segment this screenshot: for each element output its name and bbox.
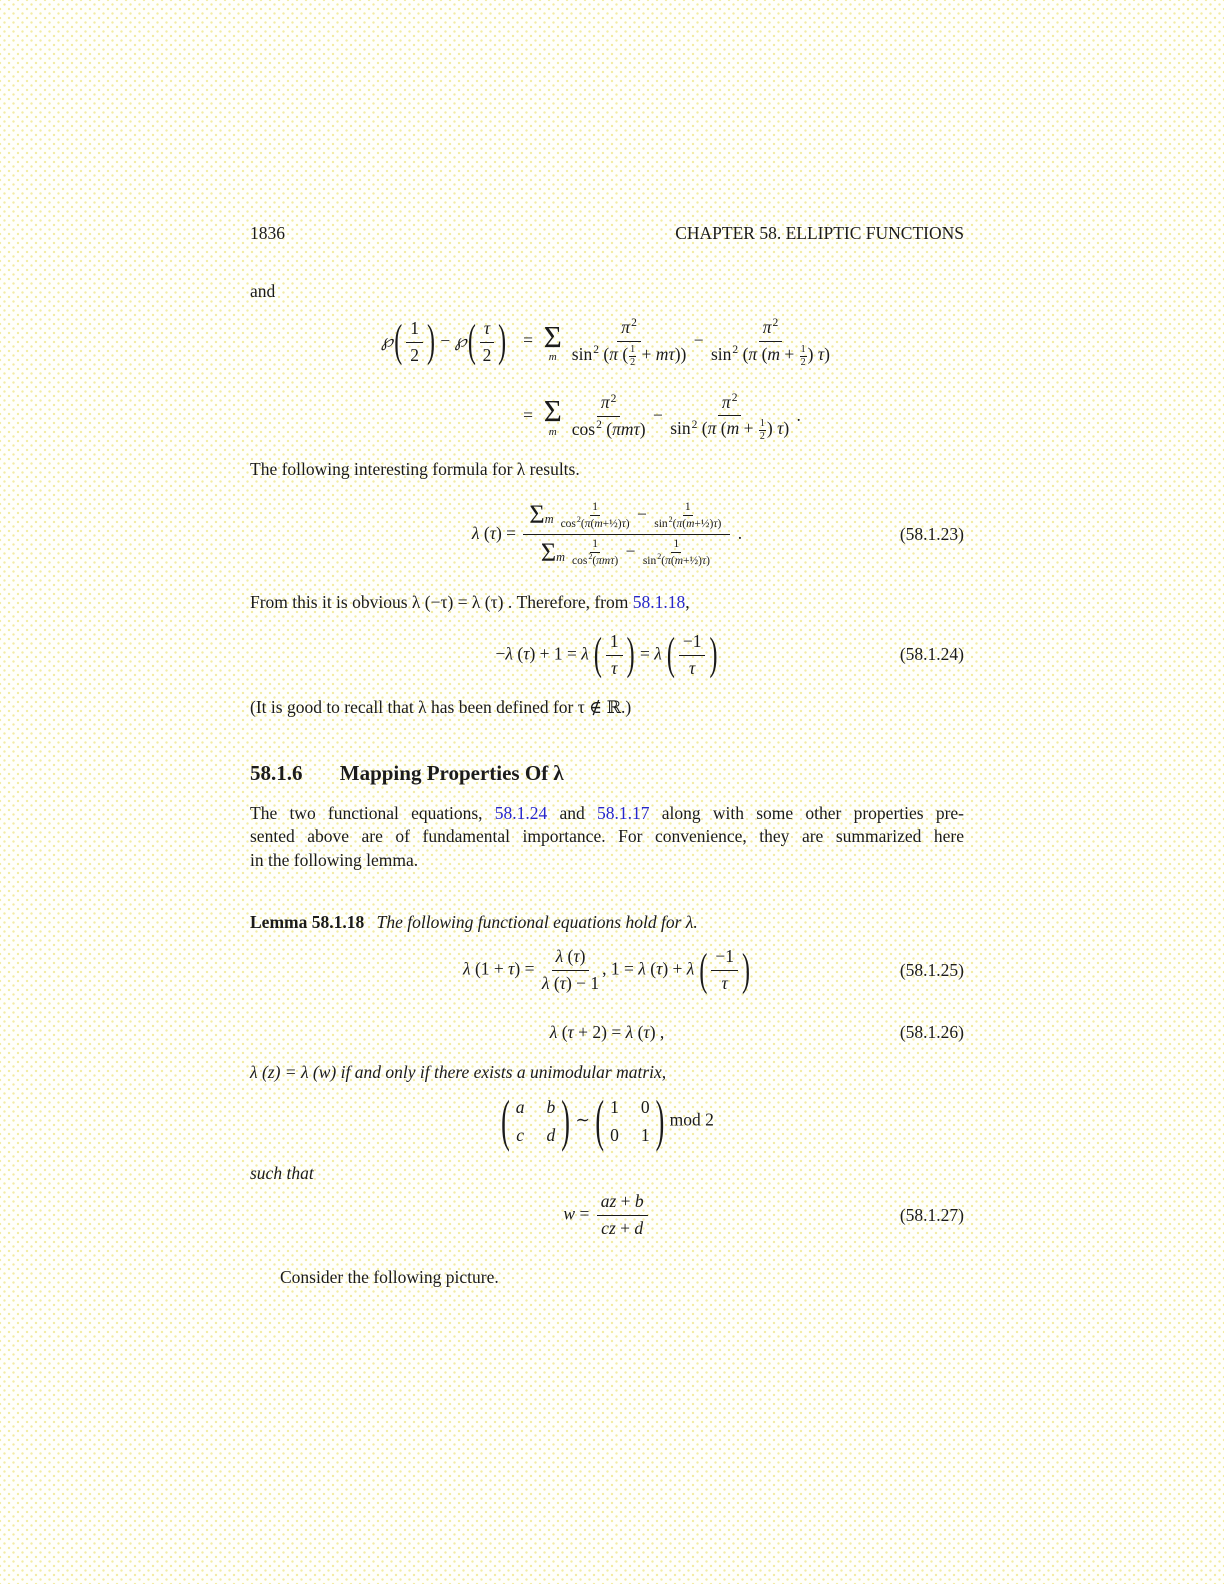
lemma-body: The following functional equations hold for λ.	[376, 911, 698, 932]
lemma-58-1-18	[250, 911, 964, 935]
equation-tag: (58.1.23)	[899, 523, 964, 544]
paragraph-formula-intro: The following interesting formula for λ results.	[250, 458, 580, 479]
section-number: 58.1.6	[250, 761, 303, 786]
paragraph-and: and	[250, 280, 276, 301]
equation-body: w = $\frac{az + b}{cz + d}$	[563, 1191, 650, 1240]
paragraph-line: in the following lemma.	[250, 850, 419, 871]
paragraph-recall: (It is good to recall that λ has been defined for τ ∉ ℝ.)	[250, 696, 632, 717]
paragraph-functional-equations	[250, 802, 964, 873]
equation-rhs-line2: = Σ m $\frac{\pi^2}{\cos^2 (\pi m\tau)}$ − $\pi^2$ $\sin^2 (\pi$ (m + $\frac{1}{2}$ ) τ) .	[523, 391, 801, 442]
cross-reference-link[interactable]: 58.1.18	[632, 592, 686, 613]
equation-unimodular-matrix	[250, 1088, 964, 1153]
equation-tag: (58.1.24)	[899, 644, 964, 665]
lemma-label: Lemma 58.1.18	[250, 911, 365, 932]
equation-58-1-26	[250, 1021, 964, 1045]
equation-lhs: ℘( $\frac{1}{2}$ ) − ℘( $\frac{\tau}{2}$ )	[381, 317, 507, 368]
equation-body: ( a b c d ) ∼ ( 1 0 0 1 ) mod 2	[501, 1088, 714, 1153]
paragraph-line: The two functional equations, 58.1.24 and 58.1.17 along with some other properties pre-	[250, 802, 964, 823]
paragraph-such-that: such that	[250, 1162, 314, 1183]
equation-body: −λ (τ) + 1 = λ ( $\frac{1}{\tau}$ ) = λ ( $\frac{-1}{\tau}$ )	[495, 630, 718, 681]
equation-tag: (58.1.26)	[899, 1022, 964, 1043]
equation-body: λ (1 + τ) = $\frac{\lambda (\tau)}{\lambda (\tau) - 1}$ , 1 = λ (τ) + λ ( $\frac{-1}{\tau}$ )	[462, 945, 750, 996]
equation-58-1-25	[250, 946, 964, 995]
paragraph-unimodular: λ (z) = λ (w) if and only if there exists a unimodular matrix,	[250, 1061, 667, 1082]
page-header	[250, 222, 964, 246]
equation-58-1-23	[250, 498, 964, 572]
equation-weierstrass-difference	[250, 317, 964, 442]
equation-body: λ (τ) = Σm $\frac{1}{\cos^2(\pi(m+\frac{1}{2})\tau)}$ − $\frac{1}{\sin^2(\pi(m+\frac{1}{2})\tau)}$ Σm $\frac{1}{\cos^2(\pi m\tau)}$ − $\frac{1}{\sin^2(\pi(m+\frac{1}{2})\tau)}$ .	[472, 498, 742, 572]
paragraph-obvious: From this it is obvious λ (−τ) = λ (τ) . Therefore, from 58.1.18,	[250, 592, 690, 613]
page-content	[250, 222, 964, 1290]
equation-rhs-line1: = Σ m $\pi^2$ $\sin^2 (\pi$ ( $\frac{1}{2}$ + mτ)) − $\pi^2$ $\sin^2 (\pi$ (m + $\frac{1}{2}$ ) τ)	[523, 317, 830, 368]
section-heading	[250, 759, 964, 787]
chapter-title: CHAPTER 58. ELLIPTIC FUNCTIONS	[675, 223, 964, 243]
cross-reference-link[interactable]: 58.1.24	[494, 802, 548, 823]
cross-reference-link[interactable]: 58.1.17	[597, 802, 650, 823]
paragraph-consider: Consider the following picture.	[280, 1266, 499, 1287]
equation-58-1-27	[250, 1191, 964, 1240]
equation-tag: (58.1.27)	[899, 1204, 964, 1225]
paragraph-line: sented above are of fundamental importance. For convenience, they are summarized here	[250, 826, 964, 847]
page-number: 1836	[250, 223, 285, 243]
equation-body: λ (τ + 2) = λ (τ) ,	[549, 1022, 665, 1043]
equation-58-1-24	[250, 631, 964, 680]
section-title: Mapping Properties Of λ	[339, 761, 564, 786]
equation-tag: (58.1.25)	[899, 959, 964, 980]
